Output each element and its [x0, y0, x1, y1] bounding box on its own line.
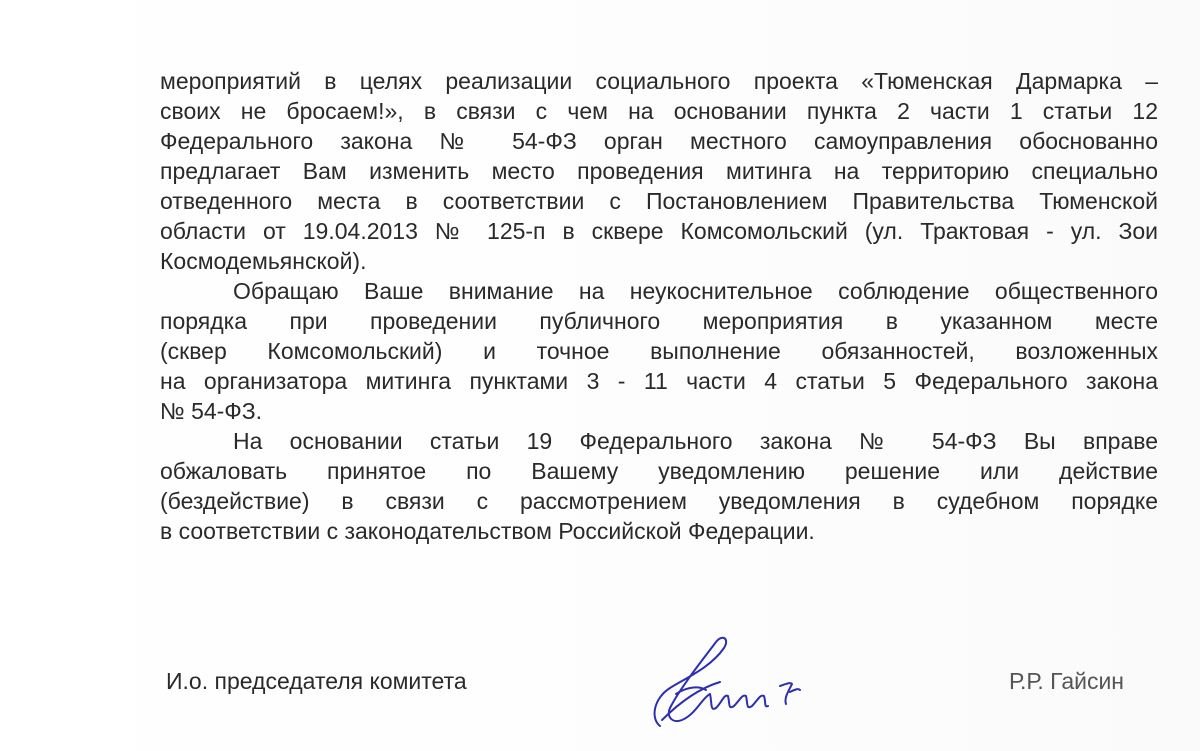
signer-name: Р.Р. Гайсин	[1009, 668, 1125, 694]
text-line: на организатора митинга пунктами 3 - 11 части 4 статьи 5 Федерального закона	[160, 368, 1158, 394]
signer-position-title: И.о. председателя комитета	[166, 668, 467, 694]
text-line: Космодемьянской).	[160, 248, 367, 274]
text-line: своих не бросаем!», в связи с чем на основании пункта 2 части 1 статьи 12	[160, 98, 1158, 124]
text-line: (бездействие) в связи с рассмотрением уведомления в судебном порядке	[160, 488, 1158, 514]
paragraph	[160, 66, 1158, 276]
text-line: № 54-ФЗ.	[160, 398, 263, 424]
text-line: Федерального закона № 54-ФЗ орган местного самоуправления обоснованно	[160, 128, 1158, 154]
paragraph	[160, 276, 1158, 426]
text-line: области от 19.04.2013 № 125-п в сквере Комсомольский (ул. Трактовая - ул. Зои	[160, 218, 1158, 244]
text-line: (сквер Комсомольский) и точное выполнение обязанностей, возложенных	[160, 338, 1158, 364]
handwritten-signature	[640, 628, 810, 738]
text-line: отведенного места в соответствии с Постановлением Правительства Тюменской	[160, 188, 1158, 214]
document-body	[160, 66, 1158, 546]
text-line: мероприятий в целях реализации социального проекта «Тюменская Дармарка –	[160, 68, 1158, 94]
text-line: в соответствии с законодательством Российской Федерации.	[160, 518, 815, 544]
text-line: На основании статьи 19 Федерального закона № 54-ФЗ Вы вправе	[233, 428, 1158, 454]
text-line: Обращаю Ваше внимание на неукоснительное соблюдение общественного	[233, 278, 1158, 304]
text-line: предлагает Вам изменить место проведения митинга на территорию специально	[160, 158, 1158, 184]
paragraph	[160, 426, 1158, 546]
text-line: порядка при проведении публичного мероприятия в указанном месте	[160, 308, 1158, 334]
text-line: обжаловать принятое по Вашему уведомлению решение или действие	[160, 458, 1158, 484]
